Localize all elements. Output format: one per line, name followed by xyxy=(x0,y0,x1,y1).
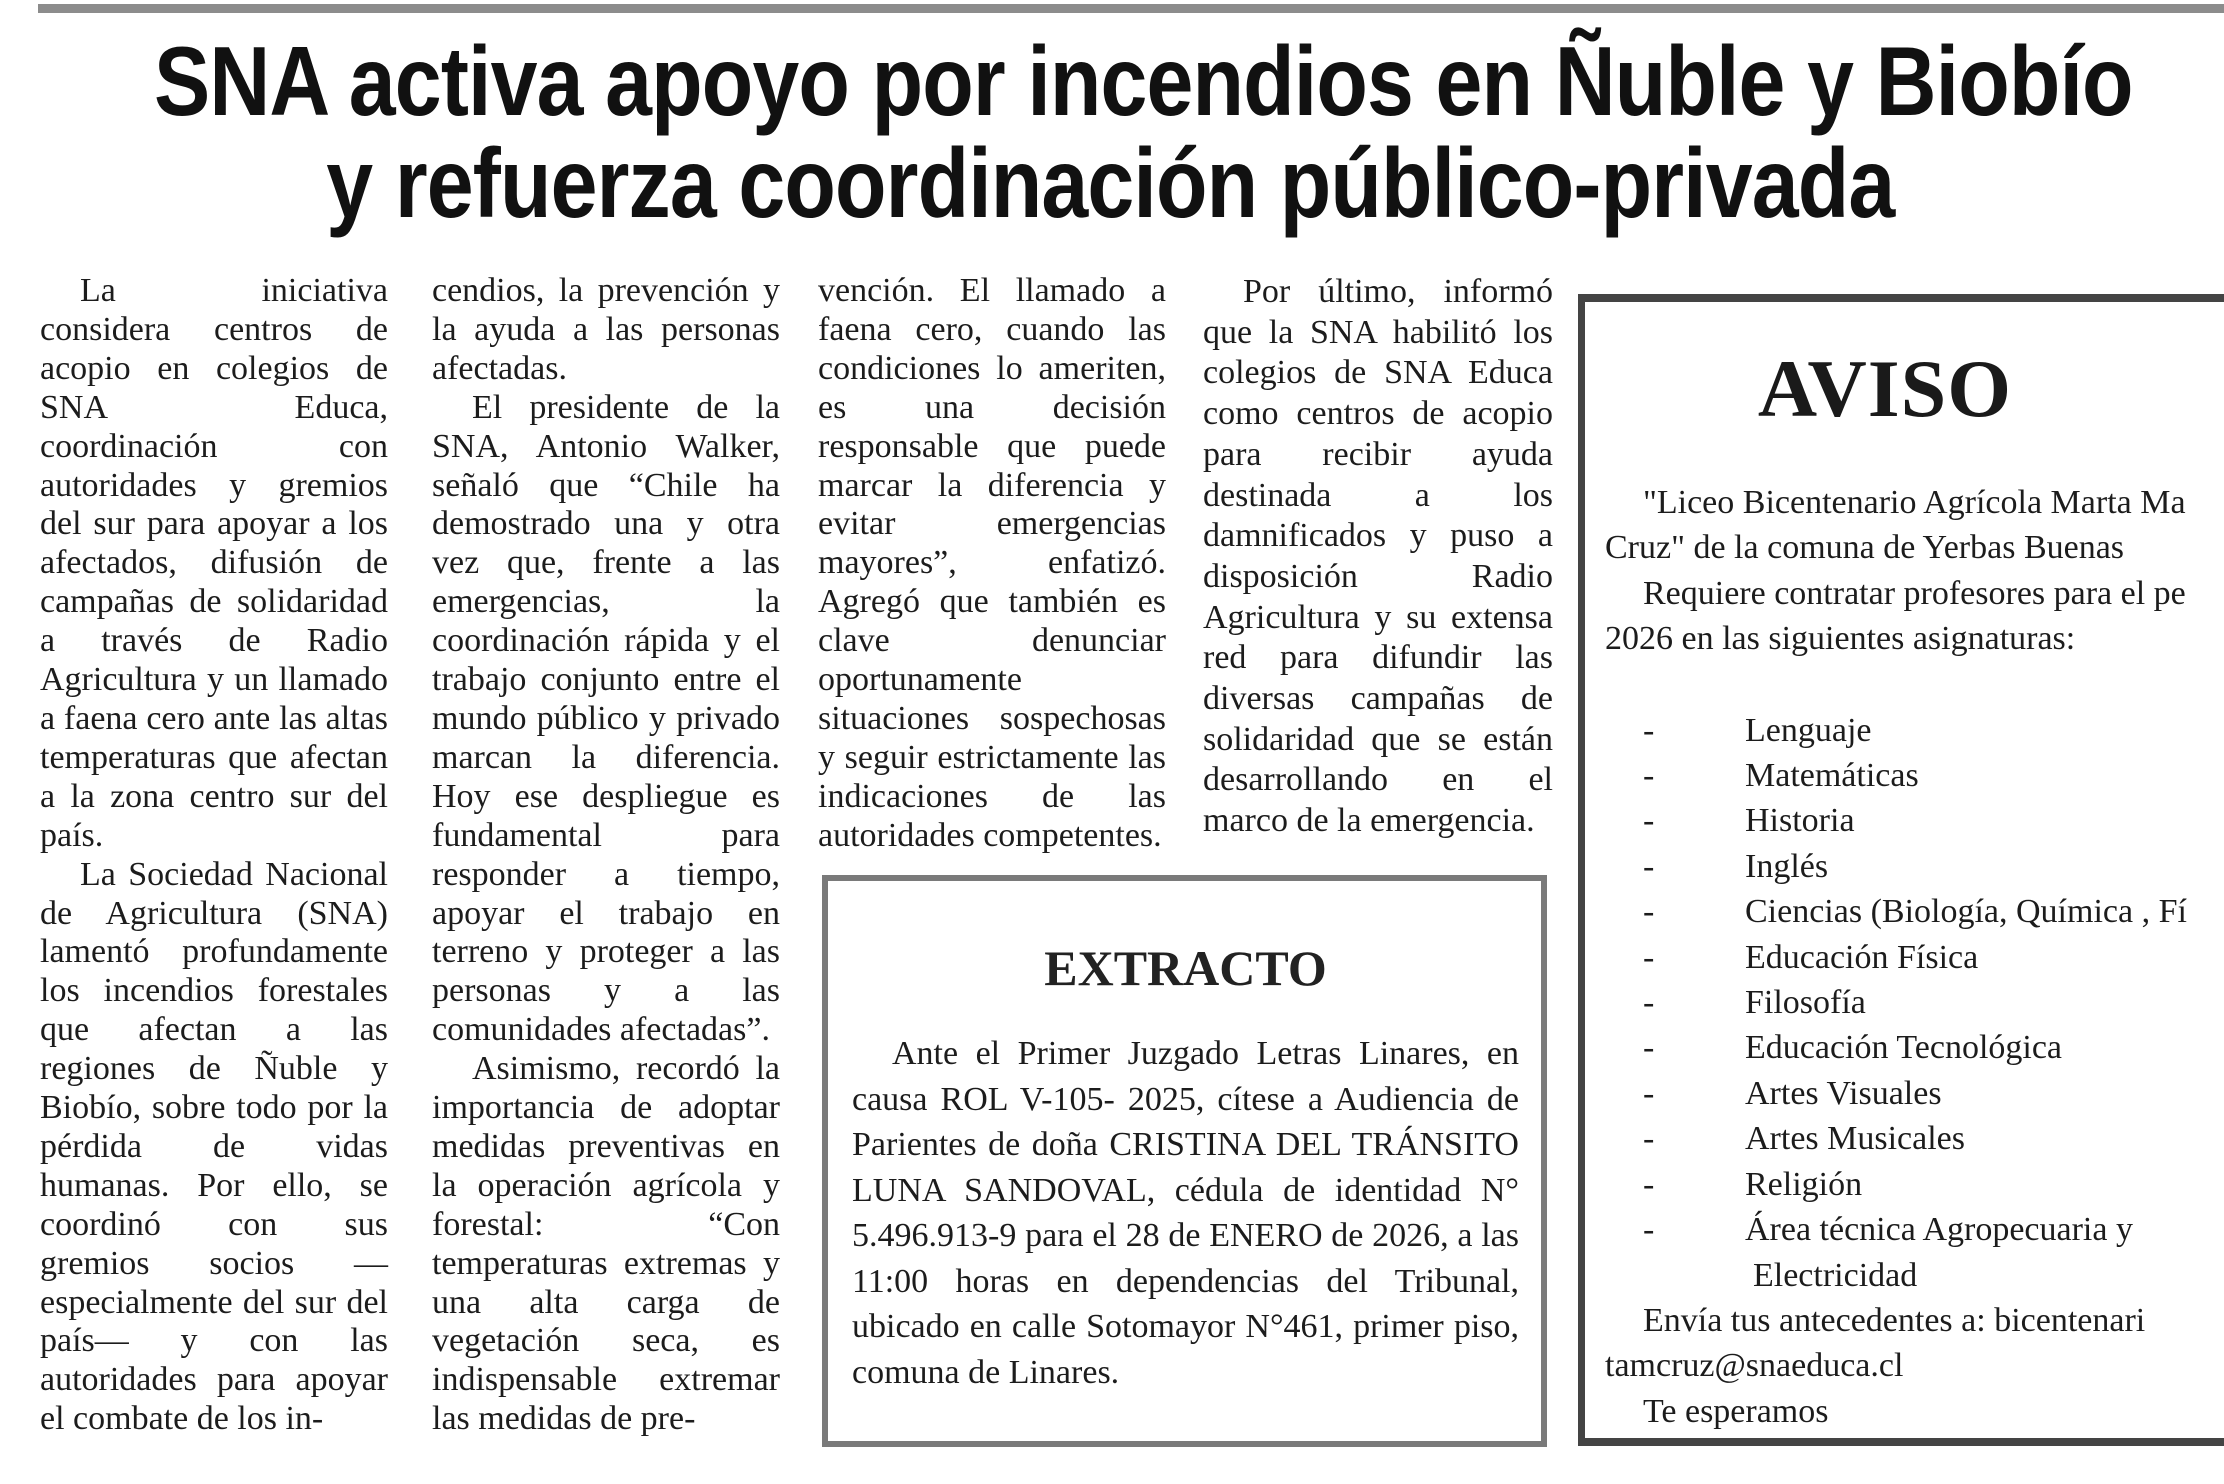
headline-line-1: SNA activa apoyo por incendios en Ñuble y Biobío xyxy=(154,26,2133,136)
dash-bullet: - xyxy=(1643,893,1655,931)
aviso-closing: Te esperamos xyxy=(1643,1392,1829,1430)
article-paragraph: La Sociedad Nacional de Agricultura (SNA) lamentó profundamente los incendios forestales que afectan a las regiones de Ñuble y Biobío, sobre todo por la pérdida de vidas humanas. Por ello, se coordinó con sus gremios socios —especialmente del sur del país— y con las autoridades para apoyar el combate de los in- xyxy=(40,855,388,1438)
subject-item xyxy=(1605,753,2224,798)
dash-bullet: - xyxy=(1643,711,1655,749)
dash-bullet: - xyxy=(1643,1211,1655,1249)
dash-bullet: - xyxy=(1643,1074,1655,1112)
dash-bullet: - xyxy=(1643,1165,1655,1203)
subject-label: Educación Tecnológica xyxy=(1745,1029,2063,1067)
subject-label: Matemáticas xyxy=(1745,757,1919,795)
article-paragraph: La iniciativa considera centros de acopio en colegios de SNA Educa, coordinación con autoridades y gremios del sur para apoyar a los afectados, difusión de campañas de solidaridad a través de Radio Agricultura y un llamado a faena cero ante las altas temperaturas que afectan a la zona centro sur del país. xyxy=(40,272,388,854)
headline-line-2: y refuerza coordinación público-privada xyxy=(326,128,1895,238)
subject-item xyxy=(1605,798,2224,843)
subject-item xyxy=(1605,1162,2224,1207)
aviso-intro-line: 2026 en las siguientes asignaturas: xyxy=(1605,620,2076,658)
aviso-email: tamcruz@snaeduca.cl xyxy=(1605,1347,1904,1385)
subject-label: Artes Musicales xyxy=(1745,1120,1966,1158)
article-paragraph: cendios, la prevención y la ayuda a las personas afectadas. xyxy=(432,272,780,387)
subject-item xyxy=(1605,844,2224,889)
subject-item xyxy=(1605,1025,2224,1070)
aviso-notice xyxy=(1578,294,2224,1446)
dash-bullet: - xyxy=(1643,938,1655,976)
article-column-2 xyxy=(432,272,780,1439)
subject-label: Artes Visuales xyxy=(1745,1074,1942,1112)
dash-bullet: - xyxy=(1643,1120,1655,1158)
article-column-3 xyxy=(818,272,1166,856)
subjects-list xyxy=(1605,708,2224,1298)
extracto-title: EXTRACTO xyxy=(1044,940,1327,996)
article-paragraph: vención. El llamado a faena cero, cuando las condiciones lo ameriten, es una decisión responsable que puede marcar la diferencia y evitar emergencias mayores”, enfatizó. Agregó que también es clave denunciar oportunamente situaciones sospechosas y seguir estrictamente las indicaciones de las autoridades competentes. xyxy=(818,272,1166,854)
subject-item xyxy=(1605,935,2224,980)
subject-label: Inglés xyxy=(1745,847,1829,885)
subject-label: Religión xyxy=(1745,1165,1863,1203)
headline xyxy=(154,26,2133,238)
subject-label: Educación Física xyxy=(1745,938,1979,976)
subject-label: Área técnica Agropecuaria y xyxy=(1745,1211,2133,1249)
extracto-body: Ante el Primer Juzgado Letras Linares, en causa ROL V-105- 2025, cítese a Audiencia de Parientes de doña CRISTINA DEL TRÁNSITO LUNA SANDOVAL, cédula de identidad N° 5.496.913-9 para el 28 de ENERO de 2026, a las 11:00 horas en dependencias del Tribunal, ubicado en calle Sotomayor N°461, primer piso, comuna de Linares. xyxy=(852,1035,1519,1391)
dash-bullet: - xyxy=(1643,802,1655,840)
subject-item xyxy=(1605,708,2224,753)
subject-label: Ciencias (Biología, Química , Fí xyxy=(1745,893,2187,931)
top-rule xyxy=(38,4,2224,13)
subject-item xyxy=(1605,1116,2224,1161)
subject-item xyxy=(1605,980,2224,1025)
article-paragraph: El presidente de la SNA, Antonio Walker, señaló que “Chile ha demostrado una y otra vez que, frente a las emergencias, la coordinación rápida y el trabajo conjunto entre el mundo público y privado marcan la diferencia. Hoy ese despliegue es fundamental para responder a tiempo, apoyar el trabajo en terreno y proteger a las personas y a las comunidades afectadas”. xyxy=(432,388,780,1049)
dash-bullet: - xyxy=(1643,757,1655,795)
extracto-notice xyxy=(822,875,1547,1447)
article-column-4 xyxy=(1203,272,1553,842)
dash-bullet: - xyxy=(1643,847,1655,885)
article-paragraph: Asimismo, recordó la importancia de adoptar medidas preventivas en la operación agrícola y forestal: “Con temperaturas extremas y una alta carga de vegetación seca, es indispensable extremar las medidas de pre- xyxy=(432,1050,780,1438)
subject-item xyxy=(1605,1071,2224,1116)
article-paragraph: Por último, informó que la SNA habilitó los colegios de SNA Educa como centros de acopio para recibir ayuda destinada a los damnificados y puso a disposición Radio Agricultura y su extensa red para difundir las diversas campañas de solidaridad que se están desarrollando en el marco de la emergencia. xyxy=(1203,273,1553,840)
subject-label: Filosofía xyxy=(1745,984,1866,1022)
subject-label: Lenguaje xyxy=(1745,711,1872,749)
aviso-intro-line: "Liceo Bicentenario Agrícola Marta Ma xyxy=(1643,484,2186,521)
subject-label-continued: Electricidad xyxy=(1753,1256,1918,1294)
aviso-title: AVISO xyxy=(1757,343,2013,434)
dash-bullet: - xyxy=(1643,1029,1655,1067)
aviso-intro-line: Cruz" de la comuna de Yerbas Buenas xyxy=(1605,529,2125,567)
article-column-1 xyxy=(40,272,388,1439)
aviso-send-line: Envía tus antecedentes a: bicentenari xyxy=(1643,1301,2146,1339)
subject-item xyxy=(1605,1207,2224,1298)
subject-label: Historia xyxy=(1745,802,1855,840)
dash-bullet: - xyxy=(1643,984,1655,1022)
subject-item xyxy=(1605,889,2224,934)
aviso-intro-line: Requiere contratar profesores para el pe xyxy=(1643,574,2186,612)
